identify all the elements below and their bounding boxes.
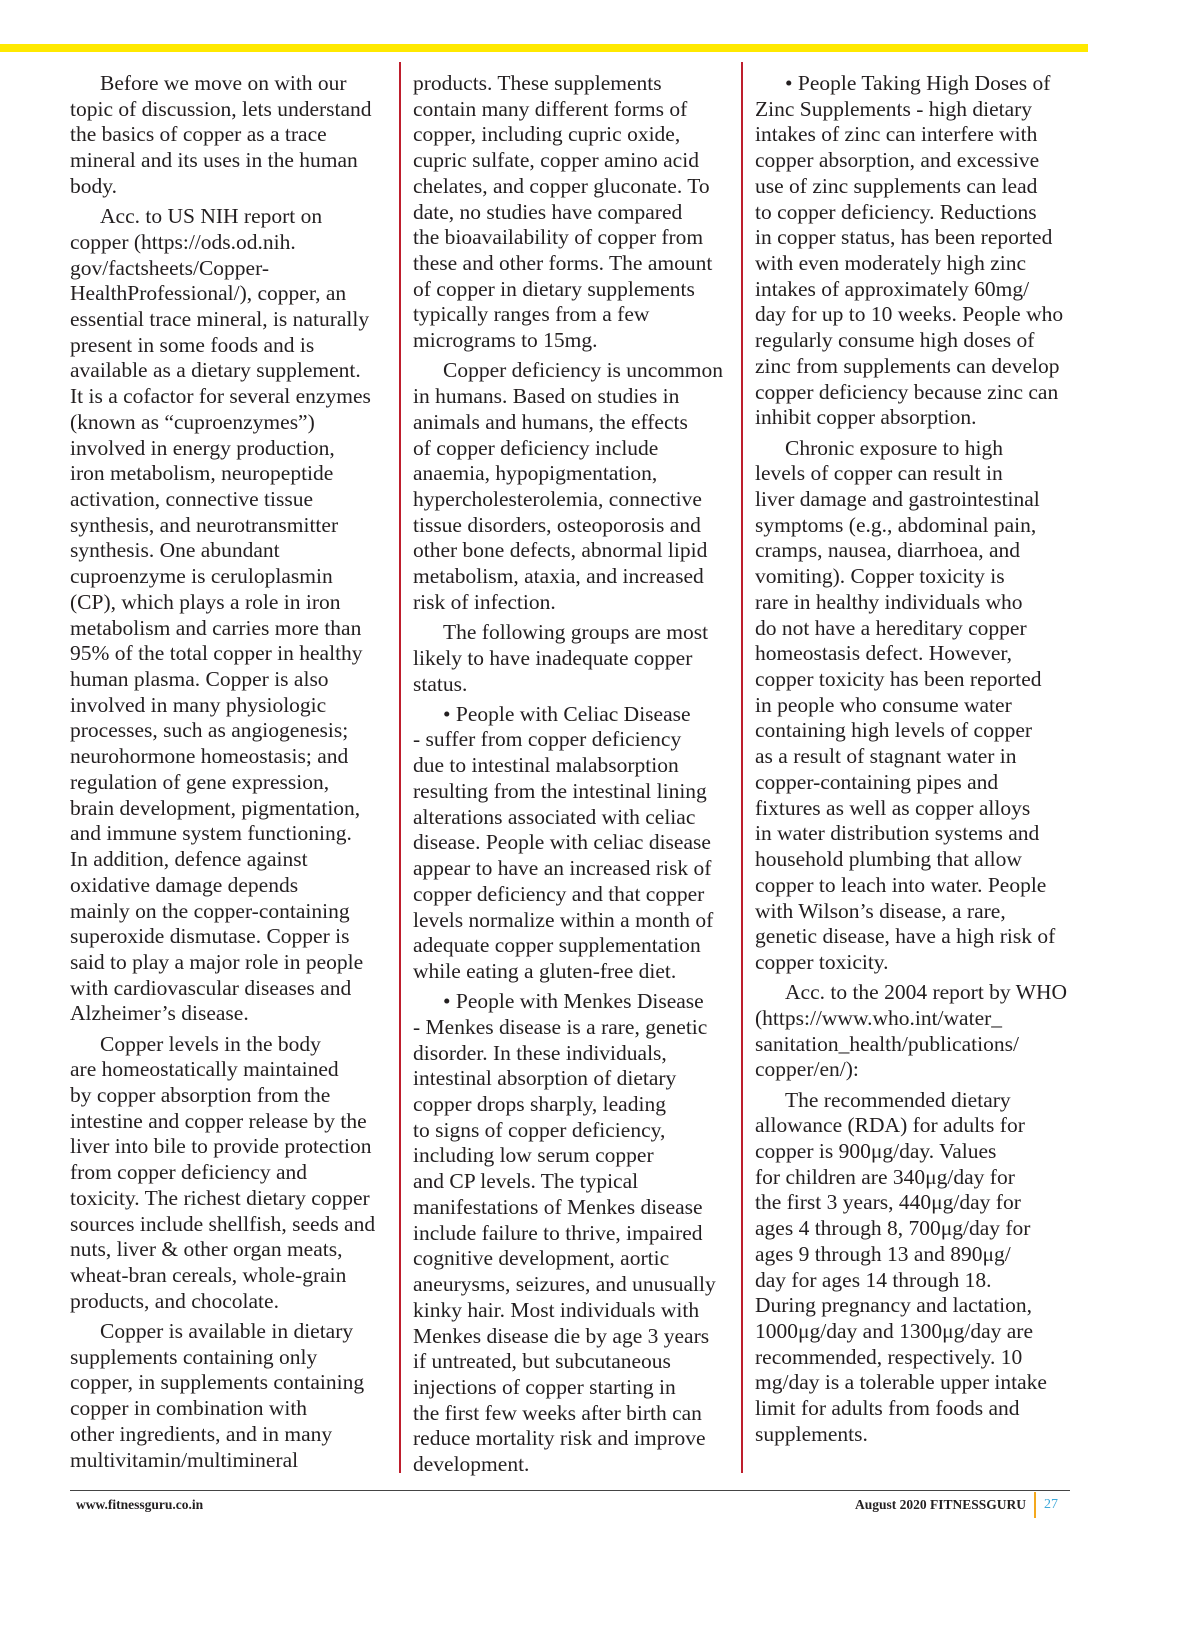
footer-separator xyxy=(1034,1492,1036,1518)
issue-label: August 2020 FITNESSGURU xyxy=(854,1497,1026,1512)
menkes-bullet: • People with Menkes Disease - Menkes disease is a rare, genetic disorder. In these individuals, intestinal absorption of dietary copper drops sharply, leading to signs of copper deficiency, including low serum copper and CP levels. The typical manifestations of Menkes disease include failure to thrive, impaired cognitive development, aortic aneurysms, seizures, and unusually kinky hair. Most individuals with Menkes disease die by age 3 years if untreated, but subcutaneous injections of copper starting in the first few weeks after birth can reduce mortality risk and improve development. xyxy=(413,989,716,1477)
rda-paragraph: The recommended dietary allowance (RDA) for adults for copper is 900μg/day. Values for children are 340μg/day for the first 3 years, 440μg/day for ages 4 through 8, 700μg/day for ages 9 through 13 and 890μg/ day for ages 14 through 18. During pregnancy and lactation, 1000μg/day and 1300μg/day are recommended, respectively. 10 mg/day is a tolerable upper intake limit for adults from foods and supplements. xyxy=(755,1087,1047,1446)
who-report-paragraph: Acc. to the 2004 report by WHO (https://www.who.int/water_ sanitation_health/publications/ copper/en/): xyxy=(755,980,1068,1082)
celiac-bullet: • People with Celiac Disease - suffer from copper deficiency due to intestinal malabsorption resulting from the intestinal lining alterations associated with celiac disease. People with celiac disease appear to have an increased risk of copper deficiency and that copper levels normalize within a month of adequate copper supplementation while eating a gluten-free diet. xyxy=(413,701,714,983)
nih-report-paragraph: Acc. to US NIH report on copper (https://ods.od.nih. gov/factsheets/Copper- HealthProfessional/), copper, an essential trace mineral, is naturally present in some foods and is available as a dietary supplement. It is a cofactor for several enzymes (known as “cuproenzymes”) involved in energy production, iron metabolism, neuropeptide activation, connective tissue synthesis, and neurotransmitter synthesis. One abundant cuproenzyme is ceruloplasmin (CP), which plays a role in iron metabolism and carries more than 95% of the total copper in healthy human plasma. Copper is also involved in many physiologic processes, such as angiogenesis; neurohormone homeostasis; and regulation of gene expression, brain development, pigmentation, and immune system functioning. In addition, defence against oxidative damage depends mainly on the copper-containing superoxide dismutase. Copper is said to play a major role in people with cardiovascular diseases and Alzheimer’s disease. xyxy=(70,204,371,1026)
article-column-1 xyxy=(70,71,392,1478)
zinc-bullet: • People Taking High Doses of Zinc Supplements - high dietary intakes of zinc can interfere with copper absorption, and excessive use of zinc supplements can lead to copper deficiency. Reductions in copper status, has been reported with even moderately high zinc intakes of approximately 60mg/ day for up to 10 weeks. People who regularly consume high doses of zinc from supplements can develop copper deficiency because zinc can inhibit copper absorption. xyxy=(755,71,1064,430)
page-number: 27 xyxy=(1044,1497,1058,1512)
column-rule xyxy=(741,62,743,1473)
website-url: www.fitnessguru.co.in xyxy=(76,1497,204,1512)
risk-groups-intro: The following groups are most likely to have inadequate copper status. xyxy=(413,620,709,696)
homeostasis-paragraph: Copper levels in the body are homeostatically maintained by copper absorption from the intestine and copper release by the liver into bile to provide protection from copper deficiency and toxicity. The richest dietary copper sources include shellfish, seeds and nuts, liver & other organ meats, wheat-bran cereals, whole-grain products, and chocolate. xyxy=(70,1031,376,1313)
footer-issue-group xyxy=(855,1492,1058,1518)
footer-rule xyxy=(70,1490,1070,1491)
supplement-forms-paragraph: products. These supplements contain many different forms of copper, including cupric oxide, cupric sulfate, copper amino acid chelates, and copper gluconate. To date, no studies have compared the bioavailability of copper from these and other forms. The amount of copper in dietary supplements typically ranges from a few micrograms to 15mg. xyxy=(413,71,713,353)
header-accent-bar xyxy=(0,44,1088,52)
toxicity-paragraph: Chronic exposure to high levels of copper can result in liver damage and gastrointestinal symptoms (e.g., abdominal pain, cramps, nausea, diarrhoea, and vomiting). Copper toxicity is rare in healthy individuals who do not have a hereditary copper homeostasis defect. However, copper toxicity has been reported in people who consume water containing high levels of copper as a result of stagnant water in copper-containing pipes and fixtures as well as copper alloys in water distribution systems and household plumbing that allow copper to leach into water. People with Wilson’s disease, a rare, genetic disease, have a high risk of copper toxicity. xyxy=(755,435,1056,974)
intro-paragraph: Before we move on with our topic of discussion, lets understand the basics of copper as a trace mineral and its uses in the human body. xyxy=(70,71,372,198)
article-column-3 xyxy=(755,71,1077,1452)
column-rule xyxy=(399,62,401,1473)
deficiency-paragraph: Copper deficiency is uncommon in humans. Based on studies in animals and humans, the effects of copper deficiency include anaemia, hypopigmentation, hypercholesterolemia, connective tissue disorders, osteoporosis and other bone defects, abnormal lipid metabolism, ataxia, and increased risk of infection. xyxy=(413,358,724,614)
article-column-2 xyxy=(413,71,735,1482)
supplements-paragraph: Copper is available in dietary supplements containing only copper, in supplements containing copper in combination with other ingredients, and in many multivitamin/multimineral xyxy=(70,1319,365,1472)
